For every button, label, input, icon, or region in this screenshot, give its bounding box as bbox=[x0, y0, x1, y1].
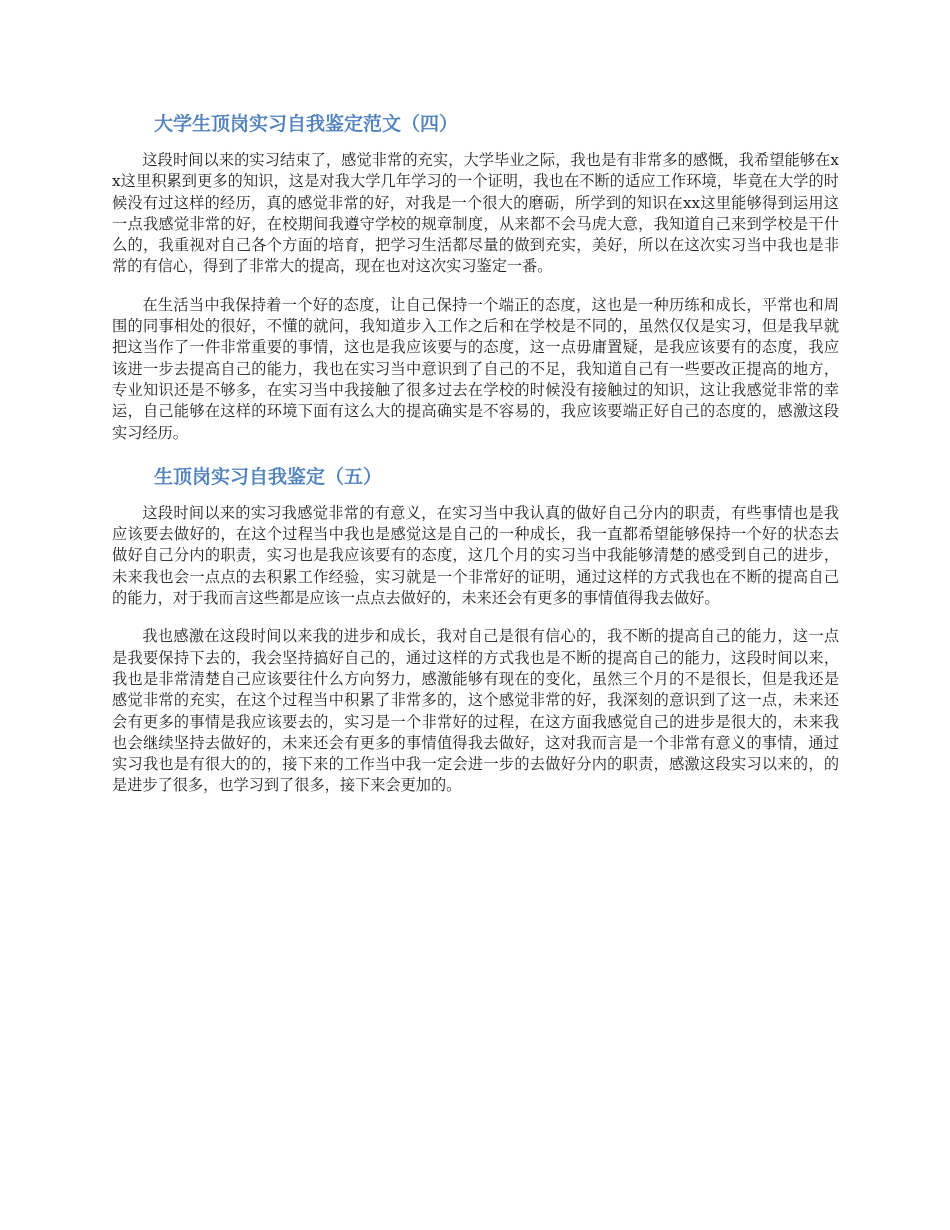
section-heading: 生顶岗实习自我鉴定（五） bbox=[154, 465, 383, 488]
paragraph: 我也感激在这段时间以来我的进步和成长，我对自己是很有信心的，我不断的提高自己的能力，这一点是我要保持下去的，我会坚持搞好自己的，通过这样的方式我也是不断的提高自己的能力，这段时间以来，我也是非常清楚自己应该要往什么方向努力，感激能够有现在的变化，虽然三个月的不是很长，但是我还是感觉非常的充实，在这个过程当中积累了非常多的，这个感觉非常的好，我深刻的意识到了这一点，未来还会有更多的事情是我应该要去的，实习是一个非常好的过程，在这方面我感觉自己的进步是很大的，未来我也会继续坚持去做好的，未来还会有更多的事情值得我去做好，这对我而言是一个非常有意义的事情，通过实习我也是有很大的的，接下来的工作当中我一定会进一步的去做好分内的职责，感激这段实习以来的，的是进步了很多，也学习到了很多，接下来会更加的。 bbox=[112, 627, 839, 795]
section-5 bbox=[112, 461, 839, 797]
paragraph: 这段时间以来的实习我感觉非常的有意义，在实习当中我认真的做好自己分内的职责，有些事情也是我应该要去做好的，在这个过程当中我也是感觉这是自己的一种成长，我一直都希望能够保持一个好的状态去做好自己分内的职责，实习也是我应该要有的态度，这几个月的实习当中我能够清楚的感受到自己的进步，未来我也会一点点的去积累工作经验，实习就是一个非常好的证明，通过这样的方式我也在不断的提高自己的能力，对于我而言这些都是应该一点点去做好的，未来还会有更多的事情值得我去做好。 bbox=[112, 503, 839, 608]
section-4 bbox=[112, 108, 839, 444]
paragraph: 在生活当中我保持着一个好的态度，让自己保持一个端正的态度，这也是一种历练和成长，平常也和周围的同事相处的很好，不懂的就问，我知道步入工作之后和在学校是不同的，虽然仅仅是实习，但是我早就把这当作了一件非常重要的事情，这也是我应该要与的态度，这一点毋庸置疑，是我应该要有的态度，我应该进一步去提高自己的能力，我也在实习当中意识到了自己的不足，我知道自己有一些要改正提高的地方，专业知识还是不够多，在实习当中我接触了很多过去在学校的时候没有接触过的知识，这让我感觉非常的幸运，自己能够在这样的环境下面有这么大的提高确实是不容易的，我应该要端正好自己的态度的，感激这段实习经历。 bbox=[112, 295, 839, 442]
section-heading: 大学生顶岗实习自我鉴定范文（四） bbox=[154, 113, 459, 135]
paragraph: 这段时间以来的实习结束了，感觉非常的充实，大学毕业之际，我也是有非常多的感慨，我希望能够在xx这里积累到更多的知识，这是对我大学几年学习的一个证明，我也在不断的适应工作环境，毕竟在大学的时候没有过这样的经历，真的感觉非常的好，对我是一个很大的磨砺，所学到的知识在xx这里能够得到运用这一点我感觉非常的好，在校期间我遵守学校的规章制度，从来都不会马虎大意，我知道自己来到学校是干什么的，我重视对自己各个方面的培育，把学习生活都尽量的做到充实，美好，所以在这次实习当中我也是非常的有信心，得到了非常大的提高，现在也对这次实习鉴定一番。 bbox=[112, 151, 839, 276]
document-body bbox=[112, 108, 839, 814]
